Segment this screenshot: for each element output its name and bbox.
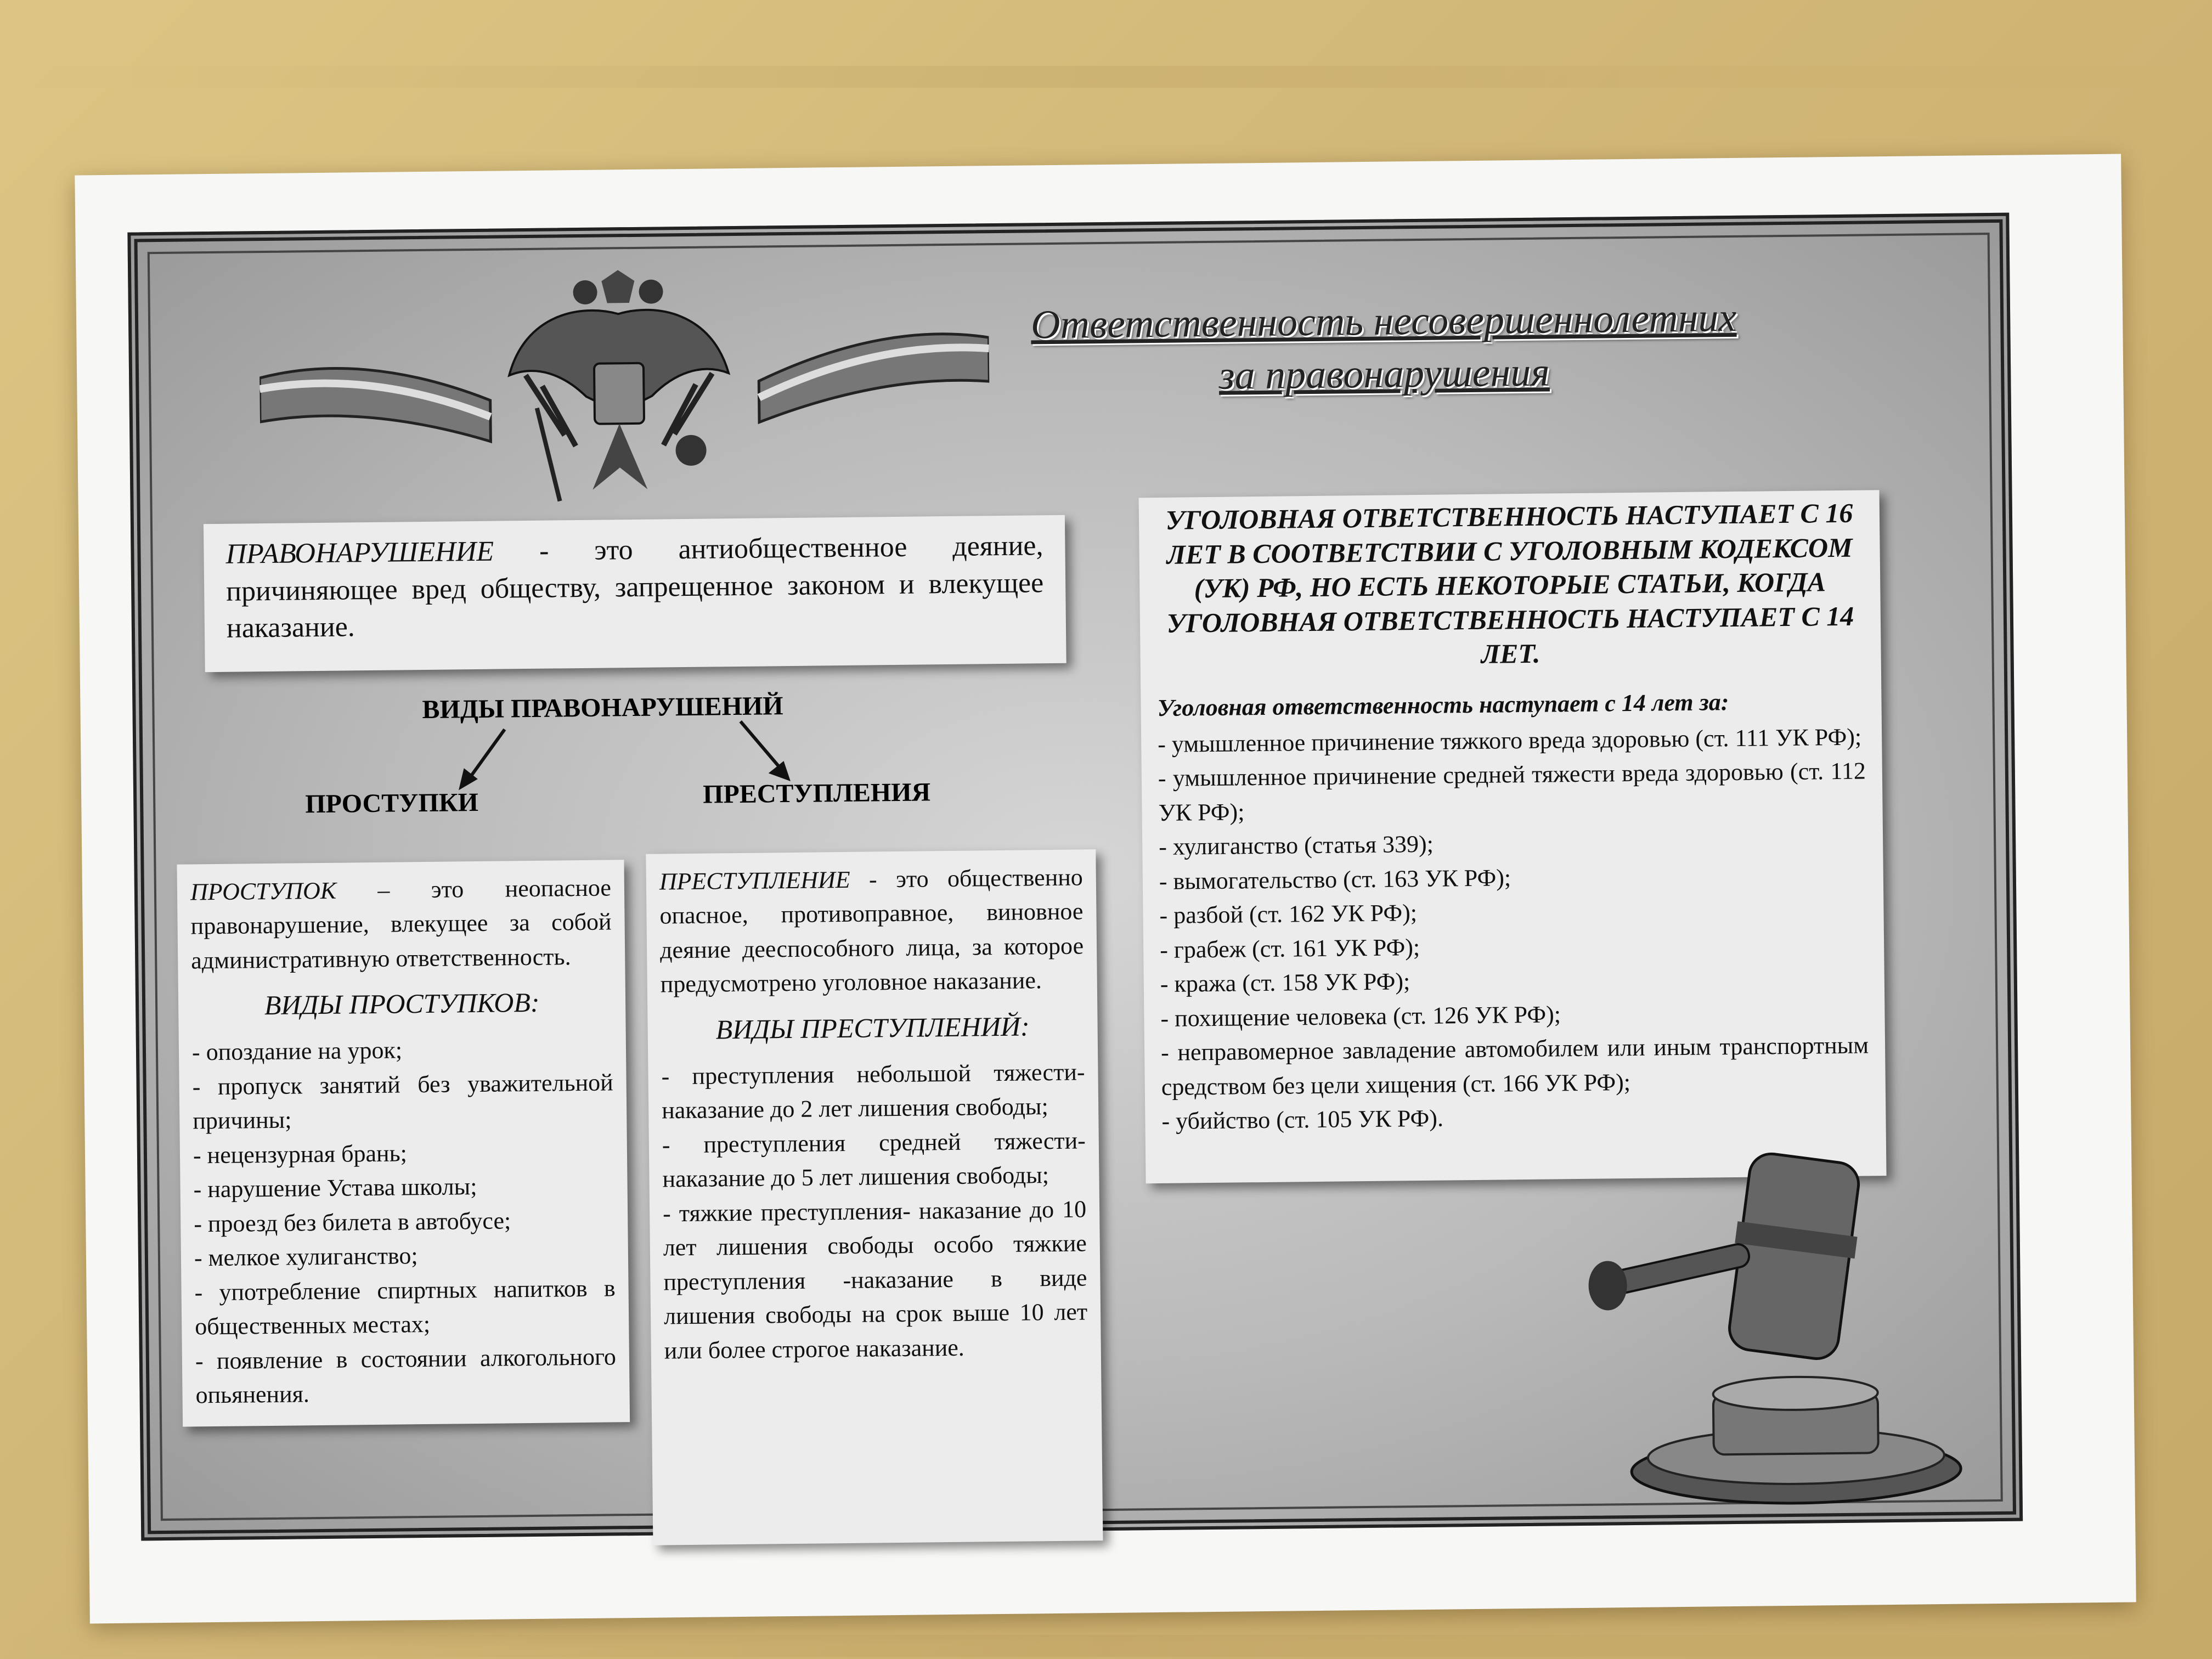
crime-list (661, 1055, 1088, 1368)
list-item: - проезд без билета в автобусе; (194, 1207, 511, 1238)
misdemeanor-list (192, 1031, 617, 1413)
list-item: - нецензурная брань; (193, 1139, 408, 1169)
list-item: - нарушение Устава школы; (193, 1173, 477, 1203)
list-item: - хулиганство (статья 339); (1158, 831, 1434, 861)
crime-kinds-title: ВИДЫ ПРЕСТУПЛЕНИЙ: (715, 1011, 1030, 1045)
list-item: - кража (ст. 158 УК РФ); (1160, 968, 1410, 998)
list-item: - преступления небольшой тяжести- наказание до 2 лет лишения свободы; (661, 1058, 1085, 1124)
misdemeanor-term: ПРОСТУПОК (190, 877, 337, 906)
criminal-liability-box (1139, 490, 1887, 1183)
list-item: - грабеж (ст. 161 УК РФ); (1159, 933, 1420, 963)
list-item: - появление в состоянии алкогольного опьянения. (195, 1343, 617, 1409)
list-item: - неправомерное завладение автомобилем или иным транспортным средством без цели хищения (ст. 166 УК РФ); (1160, 1031, 1869, 1101)
list-item: - тяжкие преступления- наказание до 10 лет лишения свободы особо тяжкие преступления -наказание в виде лишения свободы на срок выше 10 лет или более строгое наказание. (662, 1195, 1088, 1364)
paper-sheet (75, 154, 2136, 1624)
list-item: - умышленное причинение тяжкого вреда здоровью (ст. 111 УК РФ); (1157, 723, 1862, 758)
list-item: - преступления средней тяжести- наказание до 5 лет лишения свободы; (662, 1127, 1086, 1193)
criminal-liability-subheader: Уголовная ответственность наступает с 14 лет за: (1157, 688, 1729, 721)
offense-definition-box (204, 515, 1066, 672)
double-headed-eagle-icon (503, 269, 736, 512)
misdemeanor-kinds-title: ВИДЫ ПРОСТУПКОВ: (264, 987, 540, 1021)
misdemeanor-box (177, 860, 630, 1426)
crime-term: ПРЕСТУПЛЕНИЕ (659, 866, 850, 895)
list-item: - пропуск занятий без уважительной причины; (192, 1069, 613, 1135)
definition-term: ПРАВОНАРУШЕНИЕ (225, 535, 494, 570)
poster-frame (127, 213, 2023, 1541)
crime-box (646, 849, 1103, 1545)
crime-text: - это общественно опасное, противоправное, виновное деяние дееспособного лица, за которое предусмотрено уголовное наказание. (659, 864, 1084, 998)
list-item: - мелкое хулиганство; (194, 1242, 418, 1272)
branch-label-misdemeanors: ПРОСТУПКИ (305, 787, 479, 819)
definition-text: - это антиобщественное деяние, причиняющее вред обществу, запрещенное законом и влекущее наказание. (225, 530, 1044, 644)
list-item: - убийство (ст. 105 УК РФ). (1161, 1104, 1444, 1135)
list-item: - опоздание на урок; (191, 1036, 403, 1066)
arrow-left-icon (455, 726, 511, 793)
list-item: - похищение человека (ст. 126 УК РФ); (1160, 1001, 1561, 1032)
list-item: - вымогательство (ст. 163 УК РФ); (1159, 864, 1511, 895)
criminal-liability-header: УГОЛОВНАЯ ОТВЕТСТВЕННОСТЬ НАСТУПАЕТ С 16 ЛЕТ В СООТВЕТСТВИИ С УГОЛОВНЫМ КОДЕКСОМ (УК) РФ, НО ЕСТЬ НЕКОТОРЫЕ СТАТЬИ, КОГДА УГОЛОВНАЯ ОТВЕТСТВЕННОСТЬ НАСТУПАЕТ С 14 ЛЕТ. (1165, 497, 1854, 669)
list-item: - разбой (ст. 162 УК РФ); (1159, 899, 1418, 929)
gavel-icon (1584, 1134, 1972, 1511)
branch-label-crimes: ПРЕСТУПЛЕНИЯ (702, 777, 931, 809)
misdemeanor-text: – это неопасное правонарушение, влекущее за собой административную ответственность. (190, 874, 612, 974)
arrow-right-icon (735, 718, 796, 785)
kinds-heading: ВИДЫ ПРАВОНАРУШЕНИЙ (422, 691, 783, 725)
list-item: - употребление спиртных напитков в общественных местах; (194, 1274, 616, 1340)
poster-title: Ответственность несовершеннолетних за правонарушения (1030, 295, 1737, 398)
list-item: - умышленное причинение средней тяжести вреда здоровью (ст. 112 УК РФ); (1158, 757, 1866, 826)
criminal-list (1158, 720, 1870, 1138)
